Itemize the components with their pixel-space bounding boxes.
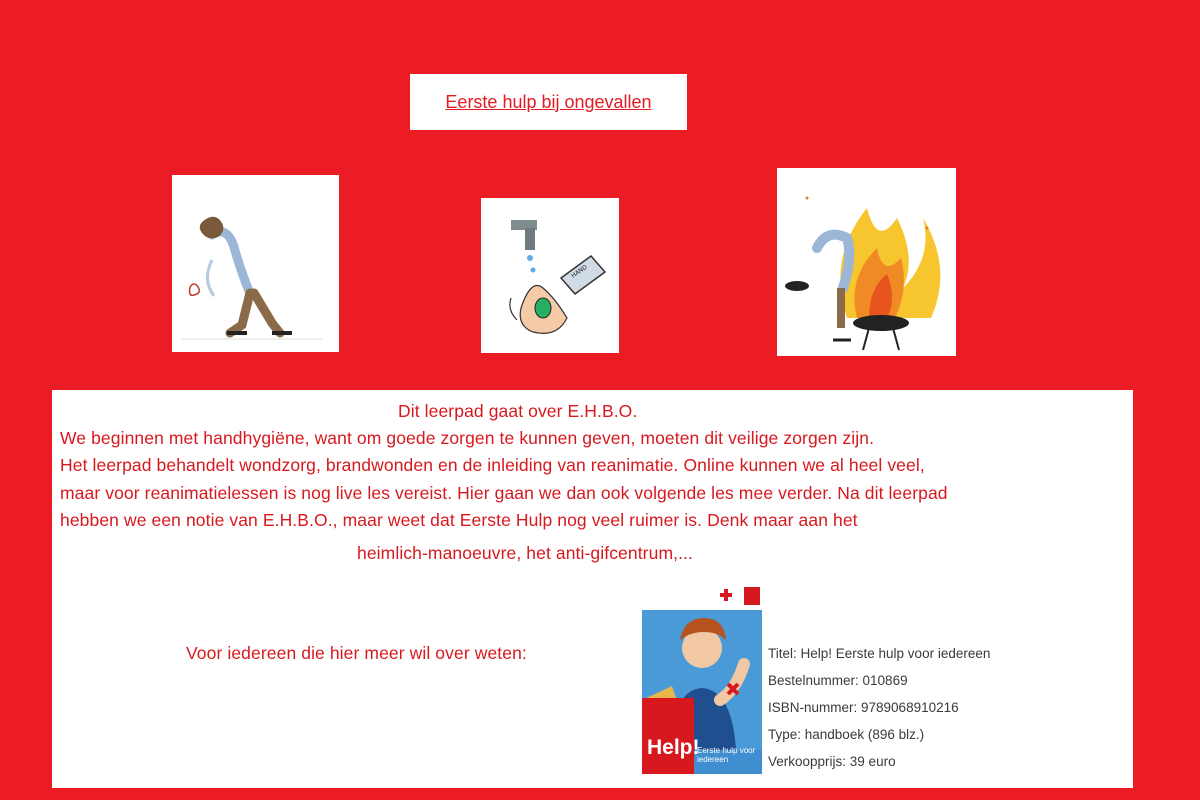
svg-text:HAND: HAND [570,263,589,280]
book-cover-title: Help! [647,736,700,759]
book-title: Titel: Help! Eerste hulp voor iedereen [768,646,991,661]
publisher-logo [744,587,760,605]
injured-person-illustration [172,175,339,352]
book-price: Verkoopprijs: 39 euro [768,754,896,769]
intro-line: Dit leerpad gaat over E.H.B.O. [398,401,638,421]
body-line: maar voor reanimatielessen is nog live les vereist. Hier gaan we dan ook volgende les mee verder. Na dit leerpad [60,483,948,503]
barbecue-fire-illustration [777,168,956,356]
book-type: Type: handboek (896 blz.) [768,727,925,742]
body-line: We beginnen met handhygiëne, want om goede zorgen te kunnen geven, moeten dit veilige zorgen zijn. [60,428,875,448]
book-cover[interactable] [642,584,762,774]
book-isbn: ISBN-nummer: 9789068910216 [768,700,959,715]
content-panel [52,390,1133,788]
body-line: hebben we een notie van E.H.B.O., maar weet dat Eerste Hulp nog veel ruimer is. Denk maar aan het [60,510,858,530]
title-box [410,74,687,130]
hand-hygiene-illustration [481,198,619,353]
body-line: Het leerpad behandelt wondzorg, brandwonden en de inleiding van reanimatie. Online kunnen we al heel veel, [60,455,925,475]
body-line: heimlich-manoeuvre, het anti-gifcentrum,... [357,543,693,563]
book-order-number: Bestelnummer: 010869 [768,673,908,688]
red-cross-icon [720,589,732,601]
page-title[interactable]: Eerste hulp bij ongevallen [445,91,652,112]
more-info-label: Voor iedereen die hier meer wil over weten: [186,643,527,663]
book-cover-subtitle: Eerste hulp voor iedereen [697,746,756,764]
